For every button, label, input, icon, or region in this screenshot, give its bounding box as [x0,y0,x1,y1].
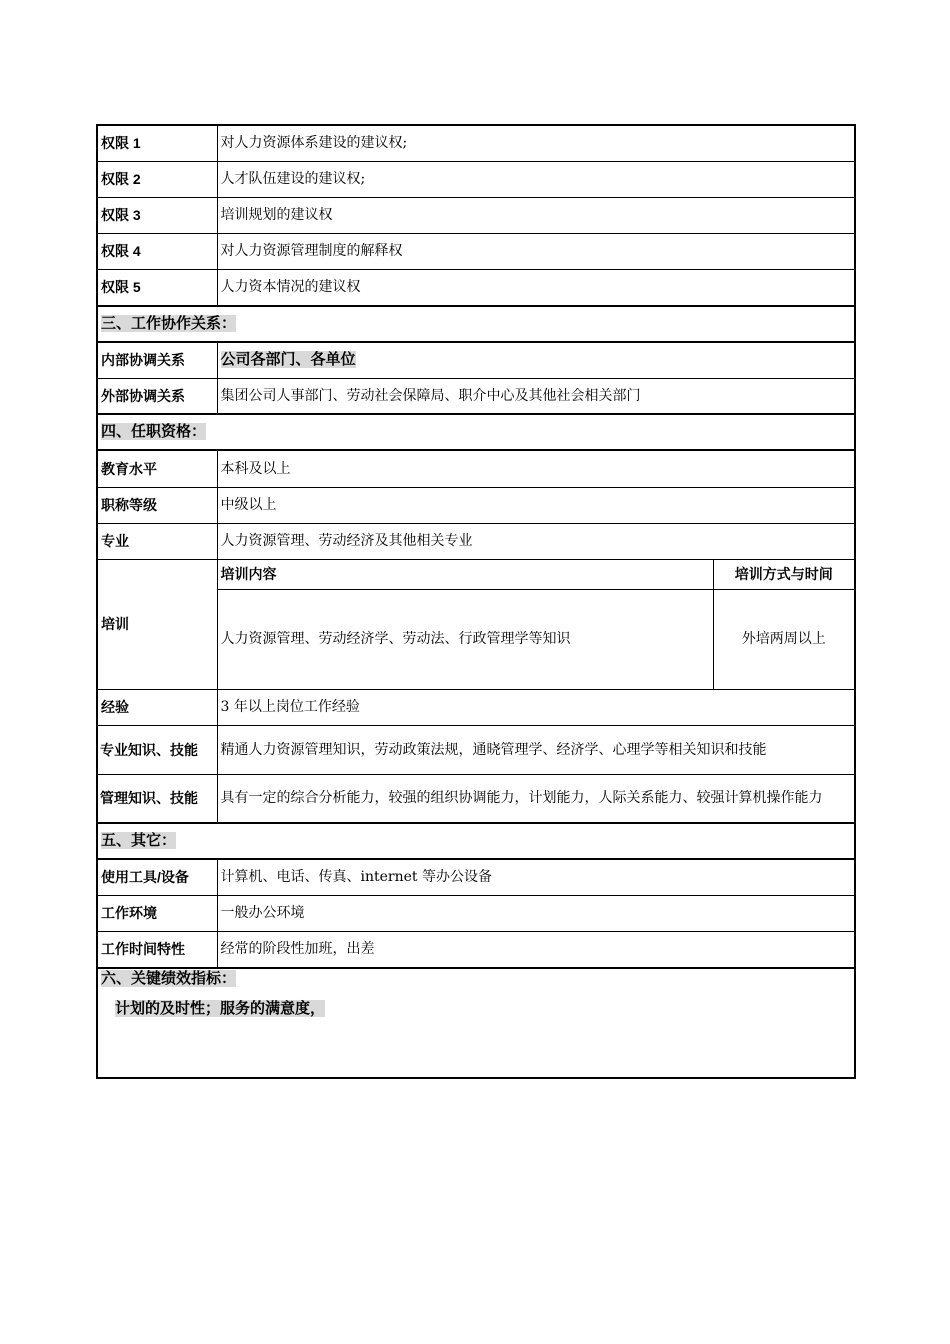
title-level-row [97,487,855,523]
management-value: 具有一定的综合分析能力，较强的组织协调能力，计划能力，人际关系能力、较强计算机操作能力 [217,774,855,823]
internal-relations-row [97,342,855,378]
permission-label: 权限 1 [97,125,217,161]
permission-row-5 [97,269,855,306]
permission-value: 对人力资源管理制度的解释权 [217,233,855,269]
tools-row [97,859,855,895]
permission-value: 对人力资源体系建设的建议权; [217,125,855,161]
section-title: 三、工作协作关系： [101,315,237,332]
permission-row-4 [97,233,855,269]
permission-label: 权限 2 [97,161,217,197]
section-title: 四、任职资格： [101,423,207,440]
environment-row [97,895,855,931]
job-description-page [96,124,854,1079]
training-header-row [97,559,855,589]
skills-label: 专业知识、技能 [97,725,217,774]
tools-label: 使用工具/设备 [97,859,217,895]
education-value: 本科及以上 [217,450,855,487]
section-6-block [97,968,855,1078]
permission-label: 权限 4 [97,233,217,269]
permission-value: 培训规划的建议权 [217,197,855,233]
section-title: 五、其它： [101,832,177,849]
internal-relations-value: 公司各部门、各单位 [220,351,356,369]
permission-value: 人才队伍建设的建议权; [217,161,855,197]
hours-value: 经常的阶段性加班，出差 [217,931,855,968]
permission-row-1 [97,125,855,161]
permission-label: 权限 5 [97,269,217,306]
education-label: 教育水平 [97,450,217,487]
permission-row-3 [97,197,855,233]
tools-value: 计算机、电话、传真、internet 等办公设备 [217,859,855,895]
section-4-header [97,414,855,450]
section-5-header [97,823,855,859]
environment-value: 一般办公环境 [217,895,855,931]
hours-label: 工作时间特性 [97,931,217,968]
external-relations-row [97,378,855,414]
permission-row-2 [97,161,855,197]
skills-value: 精通人力资源管理知识，劳动政策法规，通晓管理学、经济学、心理学等相关知识和技能 [217,725,855,774]
major-row [97,523,855,559]
environment-label: 工作环境 [97,895,217,931]
management-row [97,774,855,823]
title-level-value: 中级以上 [217,487,855,523]
education-row [97,450,855,487]
title-level-label: 职称等级 [97,487,217,523]
major-label: 专业 [97,523,217,559]
skills-row [97,725,855,774]
section-3-header [97,306,855,342]
job-description-table [96,124,856,1079]
experience-value: 3 年以上岗位工作经验 [217,689,855,725]
internal-relations-label: 内部协调关系 [97,342,217,378]
external-relations-label: 外部协调关系 [97,378,217,414]
experience-label: 经验 [97,689,217,725]
training-label: 培训 [97,559,217,689]
training-method-value: 外培两周以上 [713,589,855,689]
training-content-value: 人力资源管理、劳动经济学、劳动法、行政管理学等知识 [217,589,713,689]
permission-value: 人力资本情况的建议权 [217,269,855,306]
training-method-header: 培训方式与时间 [713,559,855,589]
section-title: 六、关键绩效指标： [101,970,237,987]
major-value: 人力资源管理、劳动经济及其他相关专业 [217,523,855,559]
kpi-value: 计划的及时性；服务的满意度， [115,1000,326,1017]
permission-label: 权限 3 [97,197,217,233]
experience-row [97,689,855,725]
management-label: 管理知识、技能 [97,774,217,823]
external-relations-value: 集团公司人事部门、劳动社会保障局、职介中心及其他社会相关部门 [217,378,855,414]
hours-row [97,931,855,968]
training-content-header: 培训内容 [217,559,713,589]
